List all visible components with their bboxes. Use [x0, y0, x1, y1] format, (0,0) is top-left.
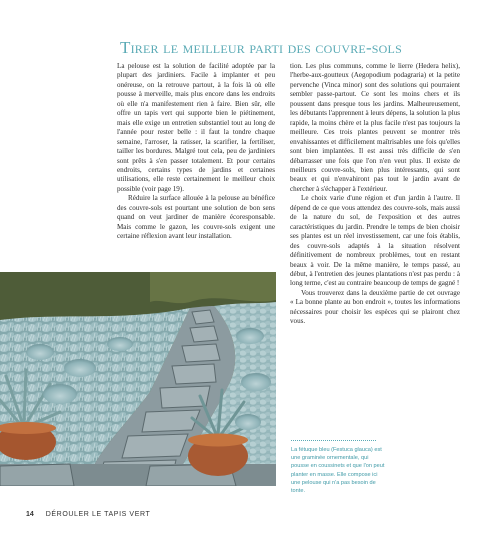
photo-caption: La fétuque bleu (Festuca glauca) est une graminée ornementale, qui pousse en coussinets et que l'on peut planter en masse. Elle compose ici une pelouse qui n'a pas besoin de tonte.	[291, 447, 385, 495]
left-text-column	[117, 62, 275, 242]
caption-rule	[291, 440, 376, 441]
right-text-column	[290, 62, 460, 327]
page-number: 14	[26, 511, 34, 518]
page-title: Tirer le meilleur parti des couvre-sols	[120, 38, 402, 57]
page-footer	[26, 511, 150, 518]
body-paragraph: La pelouse est la solution de facilité adoptée par la plupart des jardiniers. Facile à implanter et peu onéreuse, on la retrouve partout, à la fois là où elle pousse à merveille, mais plus encore dans les endroits où elle n'a manifestement rien à faire. Bien sûr, elle offre un tapis vert qui supporte bien le piétinement, mais elle exige un entretien substantiel tout au long de l'année pour rester belle : il faut la tondre chaque semaine, l'arroser, la ratisser, la scarifier, la fertiliser, tailler les bordures. Malgré tout cela, peu de jardiniers sont prêts à s'en passer totalement. Et pour certains endroits, certains types de jardins et certaines utilisations, elle reste certainement le meilleur choix possible (voir page 19).	[117, 62, 275, 193]
body-paragraph: Vous trouverez dans la deuxième partie de cet ouvrage « La bonne plante au bon endroit », toutes les informations nécessaires pour choisir les espèces qui se plairont chez vous.	[290, 288, 460, 326]
body-paragraph: Le choix varie d'une région et d'un jardin à l'autre. Il dépend de ce que vous attendez des couvre-sols, mais aussi de la nature du sol, de l'exposition et des autres caractéristiques du jardin. Prendre le temps de bien choisir ses plantes est un réel investissement, car une fois établis, des couvre-sols adaptés à la situation résolvent définitivement de nombreux problèmes, tout en restant beaux à voir. De la même manière, le temps passé, au début, à l'entretien des jeunes plantations n'est pas perdu : à long terme, c'est au contraire beaucoup de temps de gagné !	[290, 194, 460, 288]
body-paragraph: Réduire la surface allouée à la pelouse au bénéfice des couvre-sols est pourtant une solution de bon sens quand on veut jardiner de manière écoresponsable. Mais comme le gazon, les couvre-sols exigent une certaine réflexion avant leur installation.	[117, 194, 275, 241]
body-paragraph: tion. Les plus communs, comme le lierre (Hedera helix), l'herbe-aux-goutteux (Aegopodium podagraria) et la petite pervenche (Vinca minor) sont des solutions qui pourraient sembler passe-partout. Ce sont les moins chers et ils poussent dans presque tous les jardins. Malheureusement, les débutants l'apprennent à leurs dépens, la solution la plus rapide, la moins chère et la plus facile n'est pas toujours la meilleure. Ces trois plantes peuvent se montrer très envahissantes et difficilement maîtrisables une fois qu'elles sont bien implantées. Il est aussi très difficile de s'en débarrasser une fois que l'on n'en veut plus. Il existe de meilleurs couvre-sols, bien plus intéressants, qui sont beaux et qui n'envahiront pas tout le jardin avant de chercher à s'échapper à l'extérieur.	[290, 62, 460, 193]
section-title: DÉROULER LE TAPIS VERT	[45, 511, 151, 518]
garden-photo	[0, 272, 276, 486]
